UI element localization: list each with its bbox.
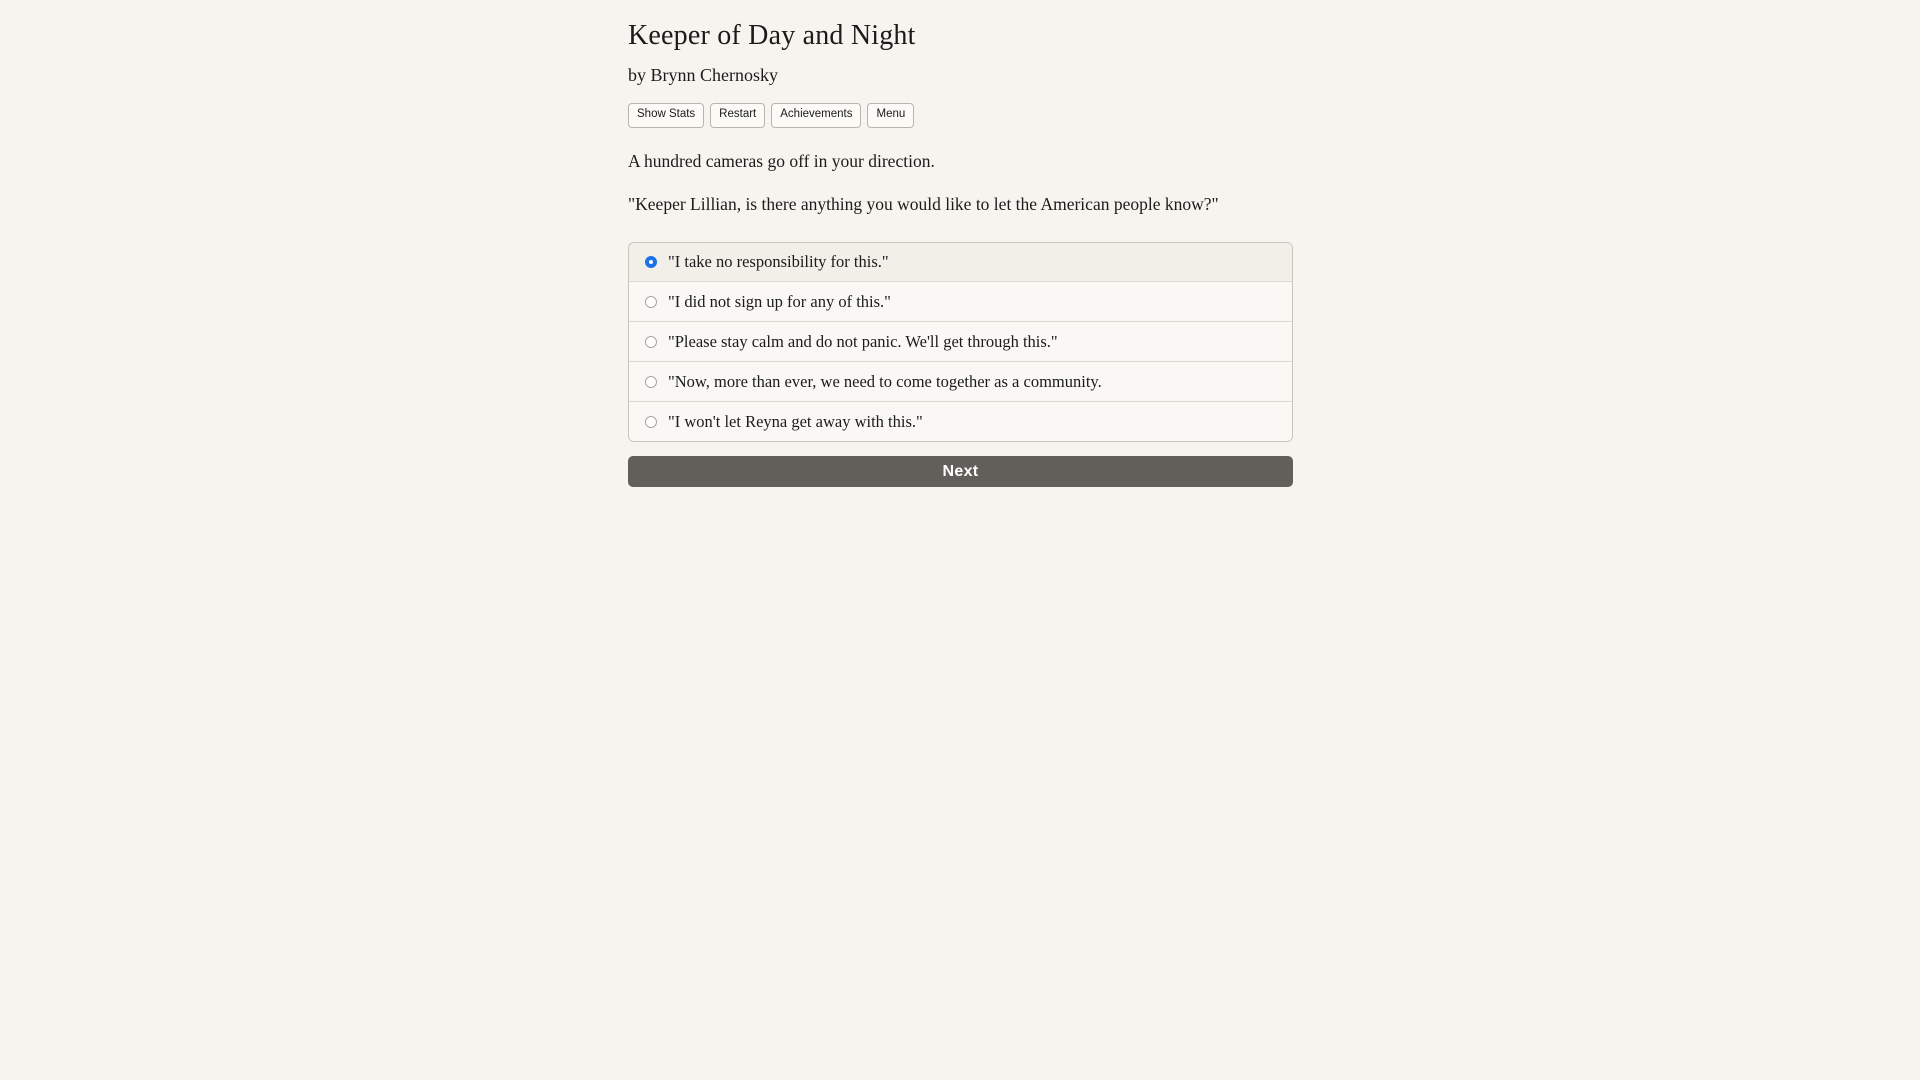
next-button[interactable]: Next (628, 456, 1293, 487)
restart-button[interactable]: Restart (710, 103, 765, 128)
show-stats-button[interactable]: Show Stats (628, 103, 704, 128)
choice-option-5[interactable] (629, 402, 1292, 441)
choice-label: "I take no responsibility for this." (668, 252, 889, 271)
page-title: Keeper of Day and Night (628, 20, 916, 51)
choice-label: "I did not sign up for any of this." (668, 291, 891, 311)
game-content-column (628, 0, 1293, 487)
author-byline: by Brynn Chernosky (628, 65, 778, 85)
choice-label: "I won't let Reyna get away with this." (668, 411, 923, 431)
achievements-button[interactable]: Achievements (771, 103, 861, 128)
radio-icon[interactable] (645, 336, 657, 348)
radio-icon[interactable] (645, 376, 657, 388)
choice-option-3[interactable] (629, 322, 1292, 362)
radio-icon[interactable] (645, 296, 657, 308)
choice-option-2[interactable] (629, 282, 1292, 322)
radio-icon[interactable] (645, 416, 657, 428)
choice-option-4[interactable] (629, 362, 1292, 402)
game-toolbar (628, 103, 1293, 128)
menu-button[interactable]: Menu (867, 103, 914, 128)
story-paragraph-2: "Keeper Lillian, is there anything you would like to let the American people know?" (628, 193, 1219, 214)
choice-label: "Now, more than ever, we need to come together as a community. (668, 371, 1102, 391)
story-paragraph-1: A hundred cameras go off in your direction. (628, 150, 935, 171)
radio-icon-selected[interactable] (645, 256, 657, 268)
choice-option-1[interactable] (629, 243, 1292, 282)
choice-list (628, 242, 1293, 442)
choice-label: "Please stay calm and do not panic. We'll get through this." (668, 331, 1058, 351)
